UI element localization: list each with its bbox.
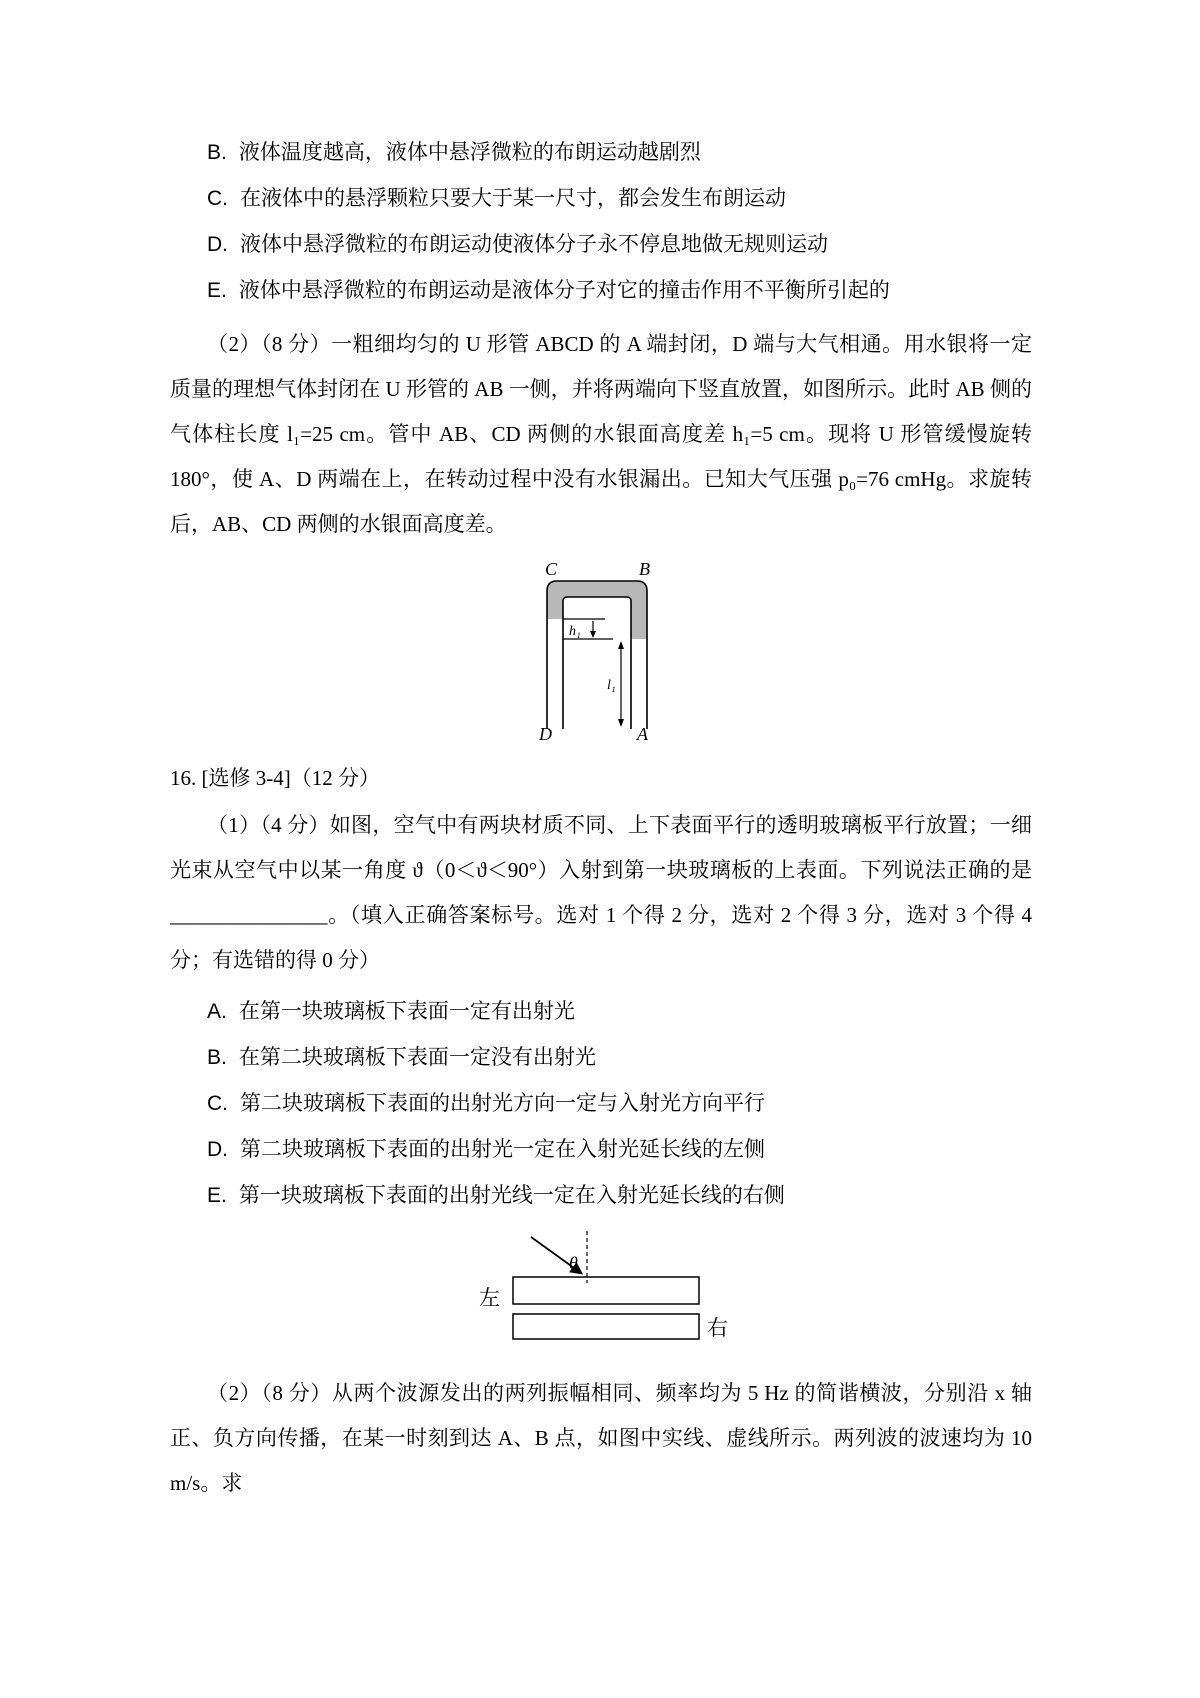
option-text: 液体温度越高，液体中悬浮微粒的布朗运动越剧烈 <box>238 140 701 164</box>
option-letter: B. <box>207 141 227 164</box>
l1-arrowhead-bottom <box>618 719 624 727</box>
q15-option-E <box>170 276 1032 305</box>
glass-plate-1 <box>513 1277 699 1304</box>
q15-option-B <box>170 138 1032 167</box>
q16-part2-statement: （2）（8 分）从两个波源发出的两列振幅相同、频率均为 5 Hz 的简谐横波，分别沿 x 轴正、负方向传播，在某一时刻到达 A、B 点，如图中实线、虚线所示。两列波的波速均为 10 m/s。求 <box>170 1381 1032 1495</box>
glass-plates-figure <box>170 1227 1032 1355</box>
option-letter: E. <box>207 279 227 302</box>
label-c: C <box>545 559 558 579</box>
option-text: 在第一块玻璃板下表面一定有出射光 <box>238 999 575 1023</box>
q16-option-E <box>170 1181 1032 1210</box>
glass-plates-drawing <box>461 1227 741 1349</box>
q16-option-B <box>170 1043 1032 1072</box>
label-l1: l₁ <box>607 678 616 693</box>
label-a: A <box>637 724 648 743</box>
label-b: B <box>639 559 650 579</box>
q15-option-C <box>170 184 1032 213</box>
label-h1: h₁ <box>569 624 581 639</box>
q15-option-list <box>170 138 1032 305</box>
q16-option-list <box>170 997 1032 1210</box>
l1-arrowhead-top <box>618 641 624 649</box>
option-text: 液体中悬浮微粒的布朗运动使液体分子永不停息地做无规则运动 <box>240 232 828 256</box>
u-tube-figure <box>170 557 1032 749</box>
option-letter: A. <box>207 1000 227 1023</box>
q16-option-A <box>170 997 1032 1026</box>
q15-part2-statement: （2）（8 分）一粗细均匀的 U 形管 ABCD 的 A 端封闭，D 端与大气相通。用水银将一定质量的理想气体封闭在 U 形管的 AB 一侧，并将两端向下竖直放置，如图所示。此时 AB 侧的气体柱长度 l₁=25 cm。管中 AB、CD 两侧的水银面高度差 h₁=5 cm。现将 U 形管缓慢旋转 180°，使 A、D 两端在上，在转动过程中没有水银漏出。已知大气压强 p₀=76 cmHg。求旋转后，AB、CD 两侧的水银面高度差。 <box>170 332 1032 536</box>
option-text: 第二块玻璃板下表面的出射光方向一定与入射光方向平行 <box>240 1091 765 1115</box>
mercury-region <box>547 581 647 639</box>
q15-option-D <box>170 230 1032 259</box>
option-text: 在液体中的悬浮颗粒只要大于某一尺寸，都会发生布朗运动 <box>240 186 786 210</box>
option-text: 在第二块玻璃板下表面一定没有出射光 <box>238 1045 596 1069</box>
u-tube-drawing <box>521 557 681 743</box>
q16-option-C <box>170 1089 1032 1118</box>
option-letter: B. <box>207 1046 227 1069</box>
glass-plate-2 <box>513 1314 699 1339</box>
option-letter: C. <box>207 187 228 210</box>
label-theta: θ <box>569 1253 578 1273</box>
label-right: 右 <box>707 1316 728 1340</box>
q16-part1-statement: （1）（4 分）如图，空气中有两块材质不同、上下表面平行的透明玻璃板平行放置；一细光束从空气中以某一角度 ϑ（0＜ϑ＜90°）入射到第一块玻璃板的上表面。下列说法正确的是_______________。（填入正确答案标号。选对 1 个得 2 分，选对 2 个得 3 分，选对 3 个得 4 分；有选错的得 0 分） <box>170 813 1032 972</box>
option-letter: E. <box>207 1184 227 1207</box>
h1-arrowhead <box>590 631 596 638</box>
option-letter: C. <box>207 1092 228 1115</box>
label-left: 左 <box>479 1286 500 1310</box>
option-text: 第二块玻璃板下表面的出射光一定在入射光延长线的左侧 <box>240 1137 765 1161</box>
label-d: D <box>539 724 552 743</box>
option-text: 第一块玻璃板下表面的出射光线一定在入射光延长线的右侧 <box>238 1183 785 1207</box>
option-letter: D. <box>207 233 228 256</box>
q16-option-D <box>170 1135 1032 1164</box>
option-text: 液体中悬浮微粒的布朗运动是液体分子对它的撞击作用不平衡所引起的 <box>238 278 890 302</box>
q16-heading: 16. [选修 3-4]（12 分） <box>170 766 380 790</box>
option-letter: D. <box>207 1138 228 1161</box>
